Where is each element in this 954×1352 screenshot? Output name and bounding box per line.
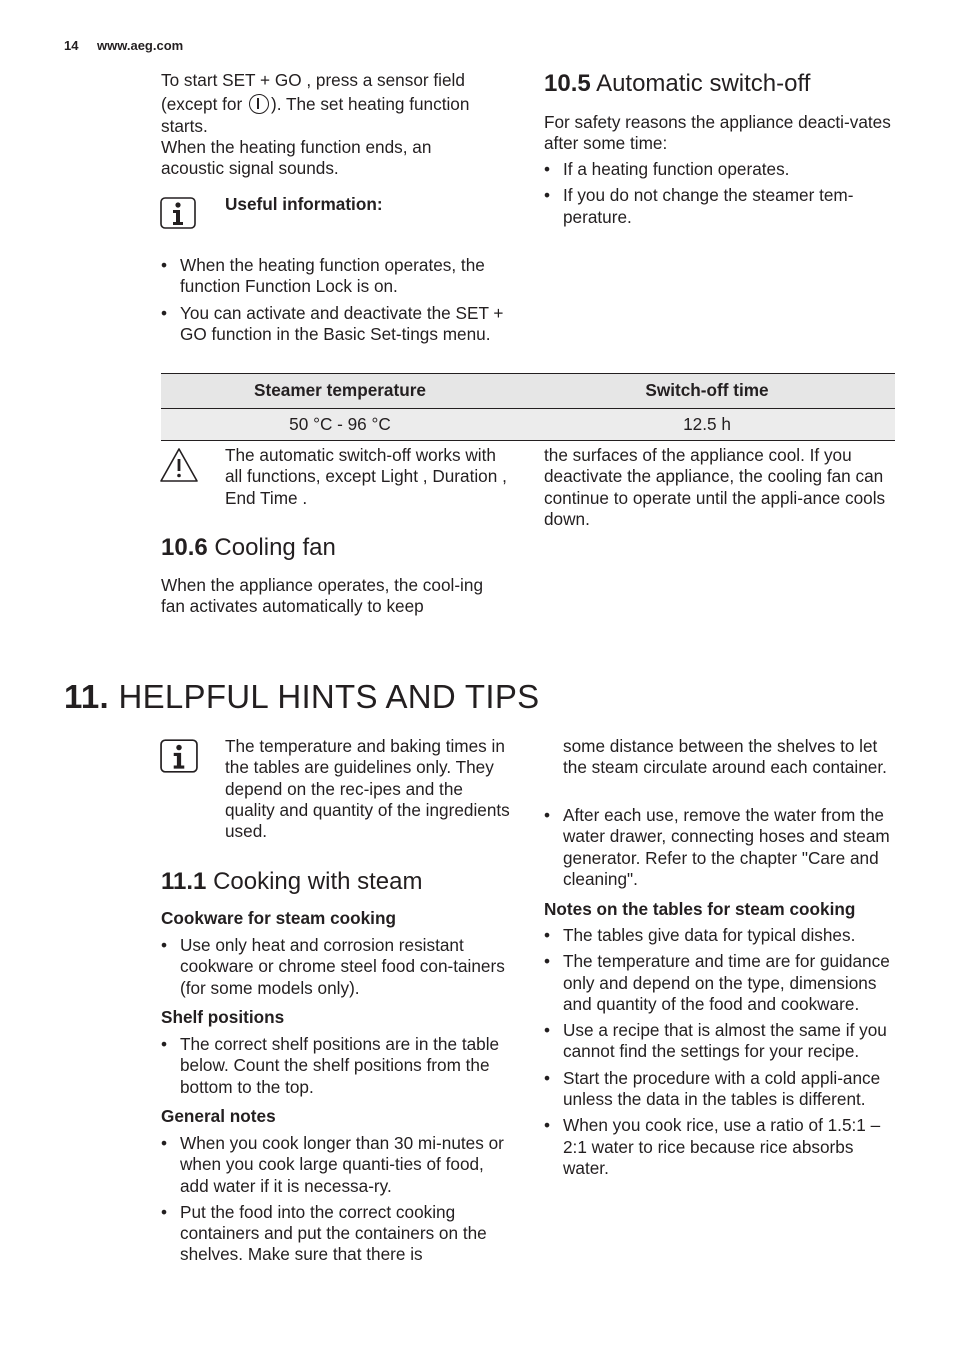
cookware-subheading: Cookware for steam cooking: [161, 908, 396, 928]
chapter-11-info-text: The temperature and baking times in the tables are guidelines only. They depend on the rec-ipes and the quality and quantity of the ingredients used.: [225, 736, 510, 842]
intro-line-1: To start SET + GO , press a sensor field: [161, 70, 465, 90]
list-item: • Start the procedure with a cold appli-ance unless the data in the tables is different.: [544, 1068, 894, 1111]
useful-info-title: Useful information:: [225, 194, 383, 214]
intro-line-2: (except for ). The set heating function: [161, 94, 470, 115]
list-item: • When you cook rice, use a ratio of 1.5:1 – 2:1 water to rice because rice absorbs water.: [544, 1115, 894, 1179]
section-11-1-heading: 11.1 Cooking with steam: [161, 868, 423, 895]
table-header-cell: Switch-off time: [519, 374, 895, 409]
table-header-cell: Steamer temperature: [161, 374, 519, 409]
general-notes-subheading: General notes: [161, 1106, 276, 1126]
header-url: www.aeg.com: [97, 38, 184, 53]
cooling-fan-text: When the appliance operates, the cool-ing fan activates automatically to keep: [161, 575, 483, 617]
list-item: • You can activate and deactivate the SET + GO function in the Basic Set-tings menu.: [161, 303, 506, 346]
intro-line-3: starts.: [161, 115, 208, 136]
right-notes-list: [544, 805, 894, 895]
table-row: [161, 409, 895, 441]
intro-text: [161, 70, 511, 179]
list-item: • After each use, remove the water from the water drawer, connecting hoses and steam generator. Refer to the chapter "Care and cleaning".: [544, 805, 894, 890]
list-item: • If you do not change the steamer tem-perature.: [544, 185, 894, 228]
list-item: • When the heating function operates, the function Function Lock is on.: [161, 255, 506, 298]
section-10-5-list: [544, 159, 894, 233]
list-item: • Put the food into the correct cooking containers and put the containers on the shelves. Make sure that there is: [161, 1202, 506, 1266]
useful-info-list: [161, 255, 506, 350]
list-item: • The tables give data for typical dishes.: [544, 925, 894, 946]
info-icon: [160, 197, 196, 234]
table-cell: 50 °C - 96 °C: [161, 409, 519, 441]
info-icon: [160, 739, 198, 778]
list-item: • If a heating function operates.: [544, 159, 894, 180]
section-10-6-heading: 10.6 Cooling fan: [161, 534, 336, 561]
list-item: • The temperature and time are for guidance only and depend on the type, dimensions and quantity of the food and cookware.: [544, 951, 894, 1015]
steam-notes-list: [544, 925, 894, 1184]
shelf-list: [161, 1034, 506, 1103]
section-10-5-intro: For safety reasons the appliance deacti-vates after some time:: [544, 112, 891, 154]
cookware-list: [161, 935, 506, 1004]
cooling-fan-text-continued: the surfaces of the appliance cool. If you deactivate the appliance, the cooling fan can continue to operate until the appli-ance cools down.: [544, 445, 886, 529]
warning-text: The automatic switch-off works with all functions, except Light , Duration , End Time .: [225, 445, 507, 508]
intro-line-5: acoustic signal sounds.: [161, 158, 339, 179]
list-item: • Use only heat and corrosion resistant cookware or chrome steel food con-tainers (for some models only).: [161, 935, 506, 999]
chapter-11-heading: 11. HELPFUL HINTS AND TIPS: [64, 678, 540, 715]
list-item: • The correct shelf positions are in the table below. Count the shelf positions from the bottom to the top.: [161, 1034, 506, 1098]
switch-off-table: [161, 373, 895, 441]
warning-icon: [159, 447, 199, 488]
list-item: • When you cook longer than 30 mi-nutes or when you cook large quanti-ties of food, add water if it is necessa-ry.: [161, 1133, 506, 1197]
steam-notes-subheading: Notes on the tables for steam cooking: [544, 899, 856, 919]
general-notes-list: [161, 1133, 506, 1271]
table-cell: 12.5 h: [519, 409, 895, 441]
list-item: • Use a recipe that is almost the same if you cannot find the settings for your recipe.: [544, 1020, 894, 1063]
general-notes-continued: some distance between the shelves to let the steam circulate around each container.: [563, 736, 887, 778]
intro-line-4: When the heating function ends, an: [161, 136, 432, 157]
table-header-row: [161, 374, 895, 409]
shelf-subheading: Shelf positions: [161, 1007, 285, 1027]
power-icon: [249, 94, 269, 114]
page-number: 14: [64, 38, 79, 53]
section-10-5-heading: 10.5 Automatic switch-off: [544, 70, 811, 97]
